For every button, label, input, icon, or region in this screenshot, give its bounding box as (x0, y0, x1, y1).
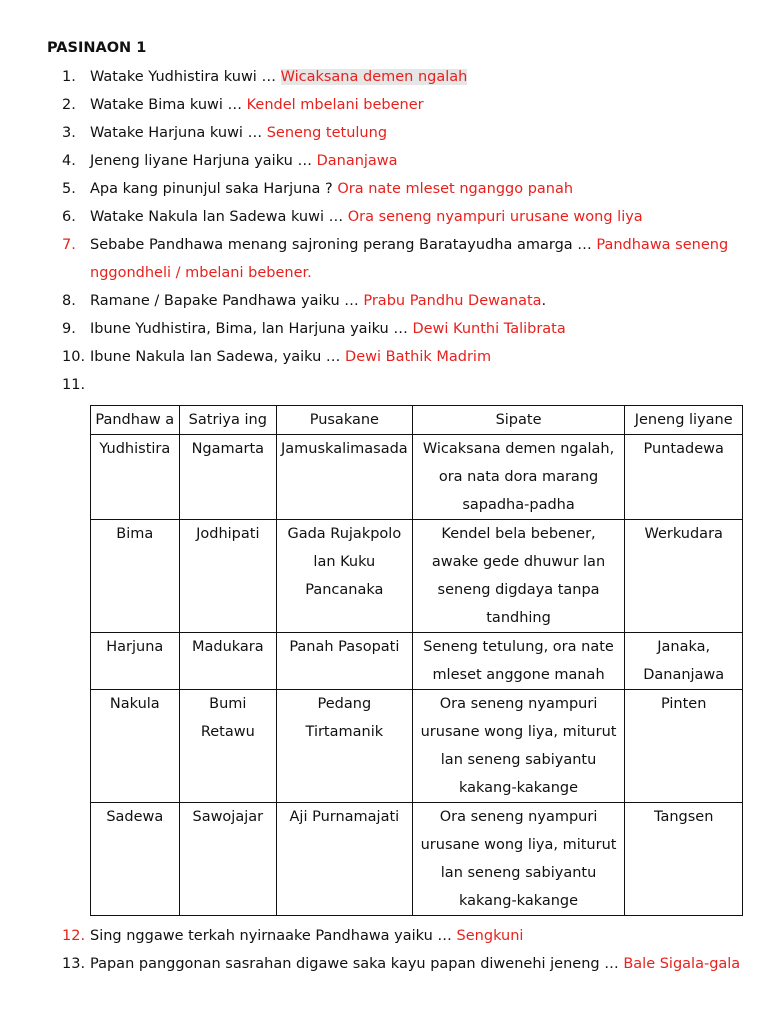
table-cell: Jodhipati (179, 520, 276, 633)
question-text: Ramane / Bapake Pandhawa yaiku … (90, 293, 359, 309)
question-text: Watake Yudhistira kuwi … (90, 69, 276, 85)
question-number: 12. (62, 928, 86, 944)
table-cell: Sadewa (91, 803, 180, 916)
question-text: Watake Nakula lan Sadewa kuwi … (90, 209, 344, 225)
question-text: Papan panggonan sasrahan digawe saka kayu papan diwenehi jeneng … (90, 956, 619, 972)
question-number: 8. (62, 293, 76, 309)
question-text: Ibune Nakula lan Sadewa, yaiku … (90, 349, 341, 365)
table-row (91, 520, 743, 633)
table-cell: Seneng tetulung, ora nate mleset anggone manah (412, 633, 625, 690)
table-cell: Ngamarta (179, 435, 276, 520)
table-cell: Gada Rujakpolo lan Kuku Pancanaka (277, 520, 413, 633)
table-header: Pusakane (277, 406, 413, 435)
answer-text: Sengkuni (456, 928, 524, 944)
answer-text: Ora seneng nyampuri urusane wong liya (347, 209, 643, 225)
question-text: Sing nggawe terkah nyirnaake Pandhawa yaiku … (90, 928, 452, 944)
table-cell: Wicaksana demen ngalah, ora nata dora marang sapadha-padha (412, 435, 625, 520)
table-cell: Pedang Tirtamanik (277, 690, 413, 803)
question-item (62, 950, 752, 978)
question-list (62, 63, 742, 399)
answer-text: Ora nate mleset nganggo panah (337, 181, 574, 197)
table-header: Satriya ing (179, 406, 276, 435)
question-item (62, 315, 742, 343)
question-text: Apa kang pinunjul saka Harjuna ? (90, 181, 333, 197)
answer-text: Pandhawa seneng nggondheli / mbelani bebener. (90, 237, 729, 281)
answer-text: Prabu Pandhu Dewanata (363, 293, 542, 309)
question-item (62, 63, 742, 91)
table-cell: Janaka, Dananjawa (625, 633, 743, 690)
table-header: Pandhaw a (91, 406, 180, 435)
question-text: Ibune Yudhistira, Bima, lan Harjuna yaiku … (90, 321, 408, 337)
question-text: Sebabe Pandhawa menang sajroning perang Baratayudha amarga … (90, 237, 592, 253)
question-item (62, 371, 742, 399)
answer-text: Seneng tetulung (266, 125, 388, 141)
question-number: 5. (62, 181, 76, 197)
question-item (62, 91, 742, 119)
page-title: PASINAON 1 (47, 40, 147, 56)
table-cell: Yudhistira (91, 435, 180, 520)
pandhawa-table (90, 405, 743, 916)
table-header: Sipate (412, 406, 625, 435)
answer-text: Dananjawa (316, 153, 398, 169)
table-cell: Nakula (91, 690, 180, 803)
question-text: Watake Harjuna kuwi … (90, 125, 263, 141)
question-item (62, 203, 742, 231)
table-cell: Jamuskalimasada (277, 435, 413, 520)
question-text: Watake Bima kuwi … (90, 97, 243, 113)
table-row (91, 435, 743, 520)
question-number: 10. (62, 349, 86, 365)
table-cell: Bima (91, 520, 180, 633)
question-number: 13. (62, 956, 86, 972)
question-number: 11. (62, 377, 86, 393)
table-header: Jeneng liyane (625, 406, 743, 435)
table-cell: Panah Pasopati (277, 633, 413, 690)
question-number: 9. (62, 321, 76, 337)
answer-text: Wicaksana demen ngalah (280, 69, 468, 85)
question-number: 7. (62, 237, 76, 253)
table-row (91, 633, 743, 690)
table-cell: Bumi Retawu (179, 690, 276, 803)
table-cell: Madukara (179, 633, 276, 690)
question-item (62, 231, 742, 287)
question-number: 1. (62, 69, 76, 85)
question-number: 3. (62, 125, 76, 141)
table-cell: Sawojajar (179, 803, 276, 916)
question-item (62, 147, 742, 175)
answer-text: Dewi Bathik Madrim (345, 349, 492, 365)
table-cell: Ora seneng nyampuri urusane wong liya, miturut lan seneng sabiyantu kakang-kakange (412, 690, 625, 803)
answer-text: Kendel mbelani bebener (246, 97, 424, 113)
question-item (62, 119, 742, 147)
table-cell: Pinten (625, 690, 743, 803)
question-number: 6. (62, 209, 76, 225)
table-cell: Tangsen (625, 803, 743, 916)
question-item (62, 922, 752, 950)
table-header-row (91, 406, 743, 435)
question-item (62, 175, 742, 203)
question-number: 4. (62, 153, 76, 169)
table-cell: Harjuna (91, 633, 180, 690)
answer-text: Bale Sigala-gala (623, 956, 741, 972)
question-text: Jeneng liyane Harjuna yaiku … (90, 153, 312, 169)
question-item (62, 287, 742, 315)
table-cell: Kendel bela bebener, awake gede dhuwur lan seneng digdaya tanpa tandhing (412, 520, 625, 633)
table-row (91, 803, 743, 916)
table-cell: Werkudara (625, 520, 743, 633)
question-number: 2. (62, 97, 76, 113)
bottom-question-list (62, 922, 752, 978)
table-cell: Aji Purnamajati (277, 803, 413, 916)
table-cell: Puntadewa (625, 435, 743, 520)
table-cell: Ora seneng nyampuri urusane wong liya, miturut lan seneng sabiyantu kakang-kakange (412, 803, 625, 916)
answer-text: Dewi Kunthi Talibrata (412, 321, 566, 337)
question-item (62, 343, 742, 371)
table-row (91, 690, 743, 803)
answer-suffix: . (541, 293, 547, 309)
